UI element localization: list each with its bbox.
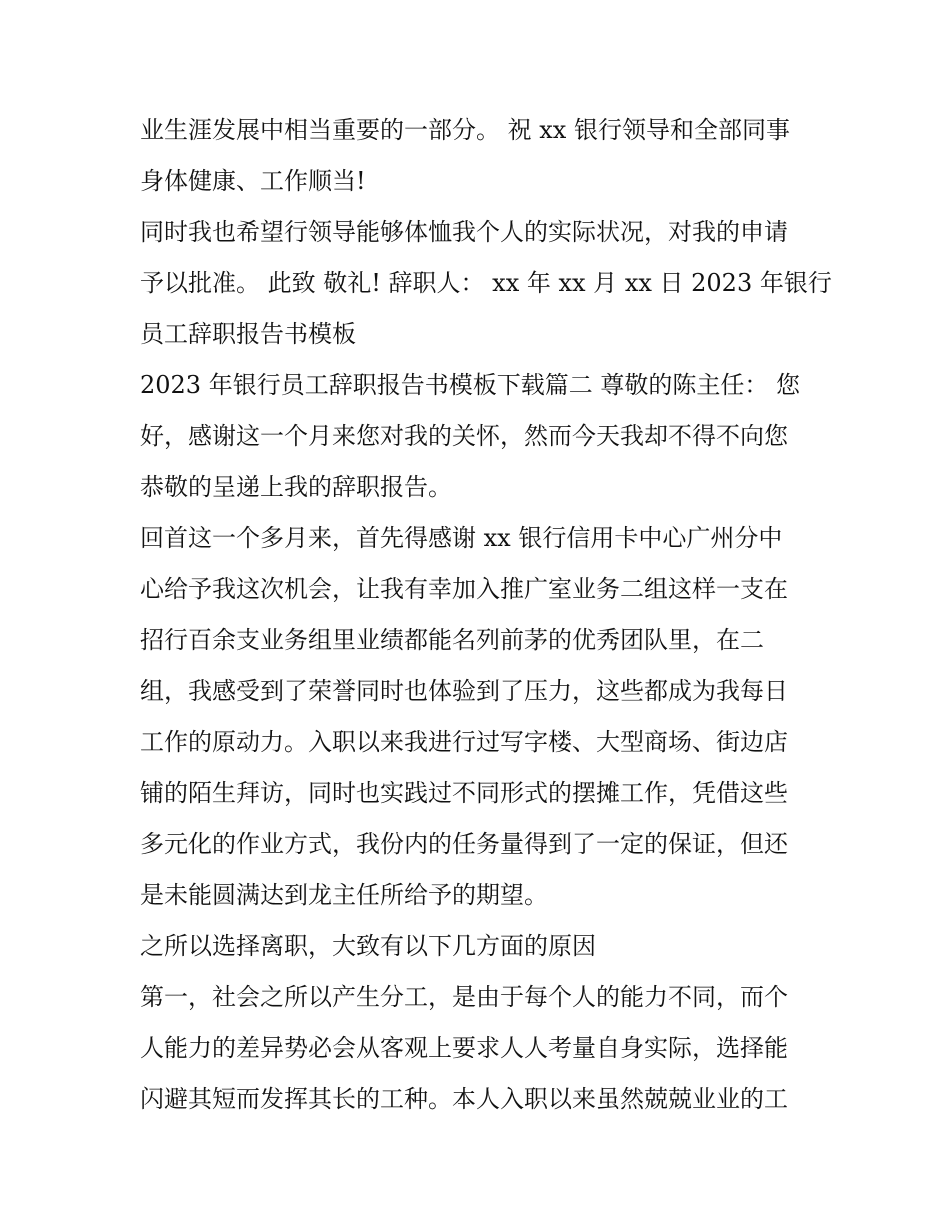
text-line: 心给予我这次机会，让我有幸加入推广室业务二组这样一支在	[140, 575, 788, 603]
text-line: 闪避其短而发挥其长的工种。本人入职以来虽然兢兢业业的工	[140, 1085, 788, 1113]
text-line: 身体健康、工作顺当!	[140, 167, 366, 195]
text-line: 业生涯发展中相当重要的一部分。 祝 xx 银行领导和全部同事	[140, 116, 790, 144]
text-line: 回首这一个多月来，首先得感谢 xx 银行信用卡中心广州分中	[140, 524, 783, 552]
text-line: 第一，社会之所以产生分工，是由于每个人的能力不同，而个	[140, 983, 788, 1011]
text-line: 多元化的作业方式，我份内的任务量得到了一定的保证，但还	[140, 830, 788, 858]
text-line: 恭敬的呈递上我的辞职报告。	[140, 473, 452, 501]
text-line: 招行百余支业务组里业绩都能名列前茅的优秀团队里，在二	[140, 626, 764, 654]
text-line: 组，我感受到了荣誉同时也体验到了压力，这些都成为我每日	[140, 677, 788, 705]
text-line: 工作的原动力。入职以来我进行过写字楼、大型商场、街边店	[140, 728, 788, 756]
text-line: 员工辞职报告书模板	[140, 320, 356, 348]
text-line: 铺的陌生拜访，同时也实践过不同形式的摆摊工作，凭借这些	[140, 779, 788, 807]
text-line: 人能力的差异势必会从客观上要求人人考量自身实际，选择能	[140, 1034, 788, 1062]
text-line: 是未能圆满达到龙主任所给予的期望。	[140, 881, 548, 909]
text-line: 之所以选择离职，大致有以下几方面的原因	[140, 932, 596, 960]
text-line: 好，感谢这一个月来您对我的关怀，然而今天我却不得不向您	[140, 422, 788, 450]
text-line: 2023 年银行员工辞职报告书模板下载篇二 尊敬的陈主任： 您	[140, 371, 800, 399]
document-body	[140, 108, 832, 1128]
text-line: 予以批准。 此致 敬礼! 辞职人： xx 年 xx 月 xx 日 2023 年银行	[140, 269, 832, 297]
text-line: 同时我也希望行领导能够体恤我个人的实际状况，对我的申请	[140, 218, 788, 246]
